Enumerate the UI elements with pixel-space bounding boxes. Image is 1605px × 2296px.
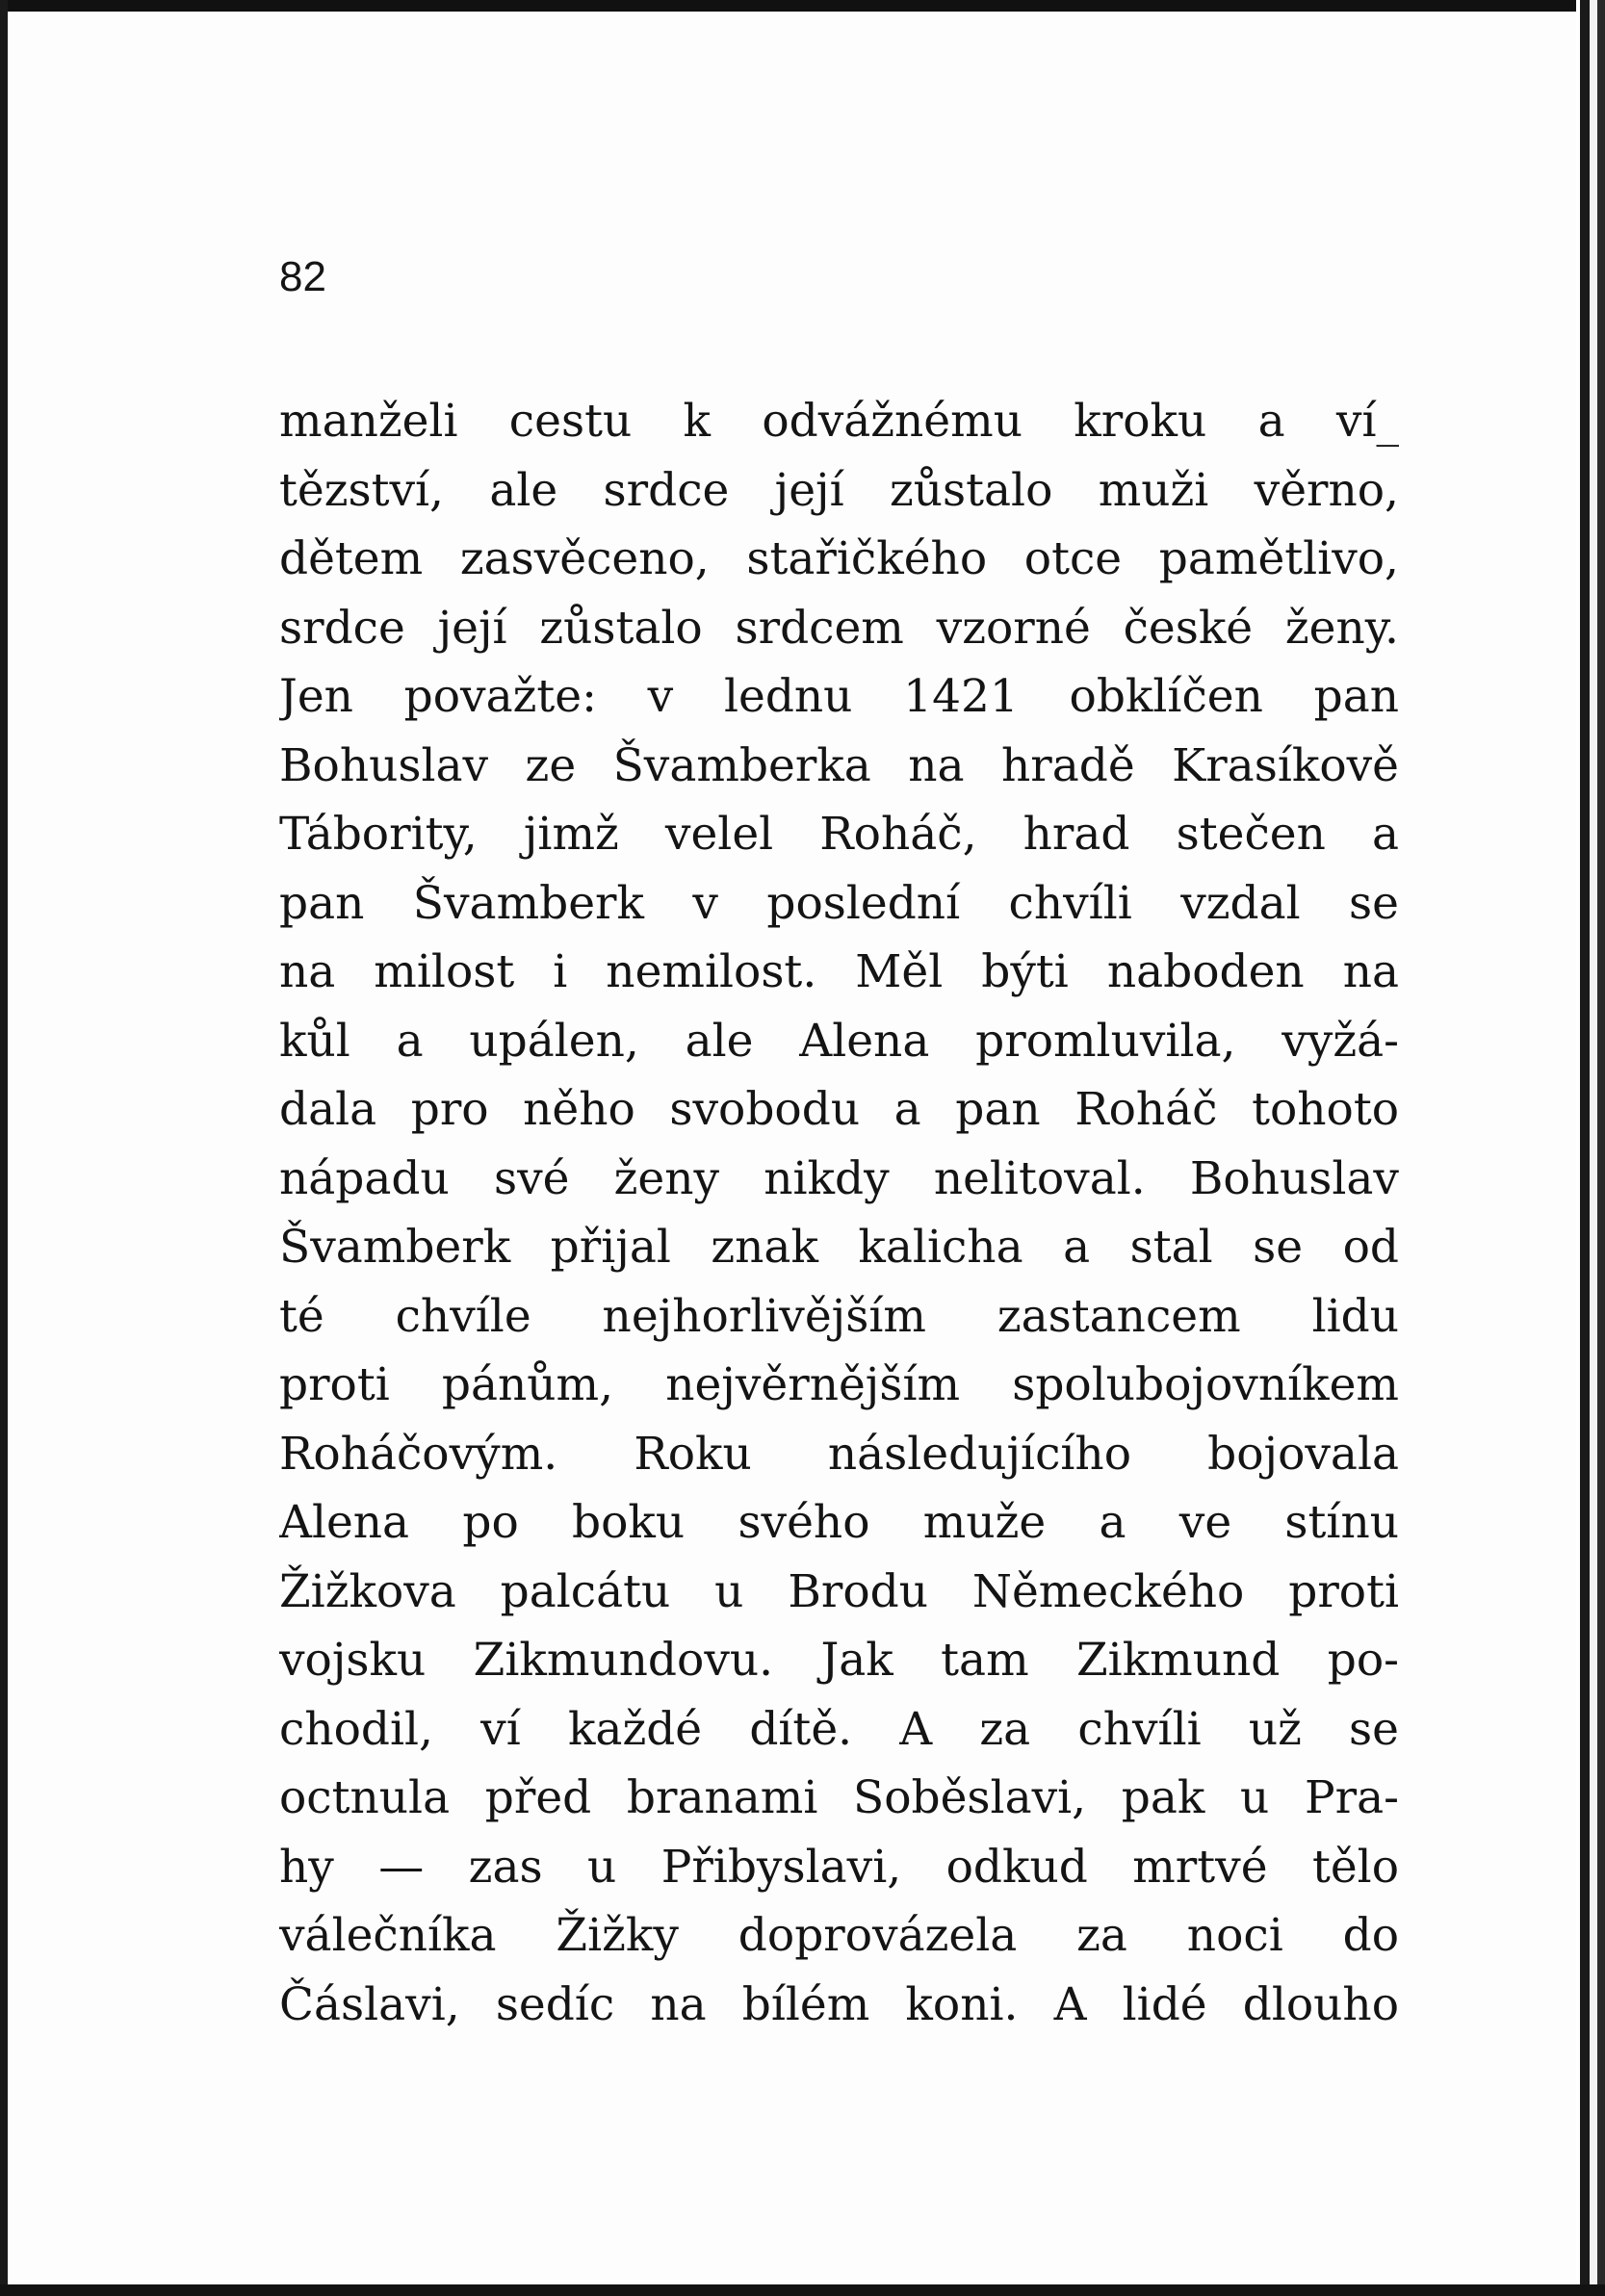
text-line: Švamberk přijal znak kalicha a stal se od: [279, 1221, 1399, 1274]
text-line: dětem zasvěceno, stařičkého otce pamětlivo,: [279, 532, 1399, 585]
text-line: Roháčovým. Roku následujícího bojovala: [279, 1427, 1399, 1481]
text-line: chodil, ví každé dítě. A za chvíli už se: [279, 1702, 1399, 1756]
text-line: nápadu své ženy nikdy nelitoval. Bohuslav: [279, 1151, 1399, 1205]
text-line: proti pánům, nejvěrnějším spolubojovníkem: [279, 1358, 1399, 1411]
text-line: Jen považte: v lednu 1421 obklíčen pan: [279, 670, 1399, 723]
text-line: Bohuslav ze Švamberka na hradě Krasíkově: [279, 738, 1399, 792]
text-line: Žižkova palcátu u Brodu Německého proti: [279, 1564, 1399, 1618]
scan-border-left: [0, 0, 8, 2296]
text-line: Čáslavi, sedíc na bílém koni. A lidé dlouho: [279, 1977, 1399, 2031]
text-line: kůl a upálen, ale Alena promluvila, vyžá-: [279, 1014, 1399, 1068]
scan-border-bottom: [0, 2284, 1605, 2296]
text-line: manželi cestu k odvážnému kroku a ví_: [279, 395, 1399, 448]
text-line: tězství, ale srdce její zůstalo muži věrno,: [279, 463, 1399, 517]
text-line: Tábority, jimž velel Roháč, hrad stečen a: [279, 808, 1399, 861]
text-line: válečníka Žižky doprovázela za noci do: [279, 1909, 1399, 1962]
page-number: 82: [279, 253, 326, 300]
text-line: vojsku Zikmundovu. Jak tam Zikmund po-: [279, 1634, 1399, 1687]
text-line: octnula před branami Soběslavi, pak u Pra-: [279, 1771, 1399, 1824]
scan-border-top: [0, 0, 1605, 12]
body-text: [279, 387, 1399, 2039]
text-line: hy — zas u Přibyslavi, odkud mrtvé tělo: [279, 1840, 1399, 1894]
text-line: na milost i nemilost. Měl býti naboden na: [279, 945, 1399, 998]
text-line: Alena po boku svého muže a ve stínu: [279, 1496, 1399, 1549]
text-line: pan Švamberk v poslední chvíli vzdal se: [279, 876, 1399, 930]
text-line: srdce její zůstalo srdcem vzorné české ženy.: [279, 601, 1399, 655]
text-line: té chvíle nejhorlivějším zastancem lidu: [279, 1289, 1399, 1343]
text-line: dala pro něho svobodu a pan Roháč tohoto: [279, 1083, 1399, 1136]
scan-border-right: [1576, 0, 1605, 2296]
